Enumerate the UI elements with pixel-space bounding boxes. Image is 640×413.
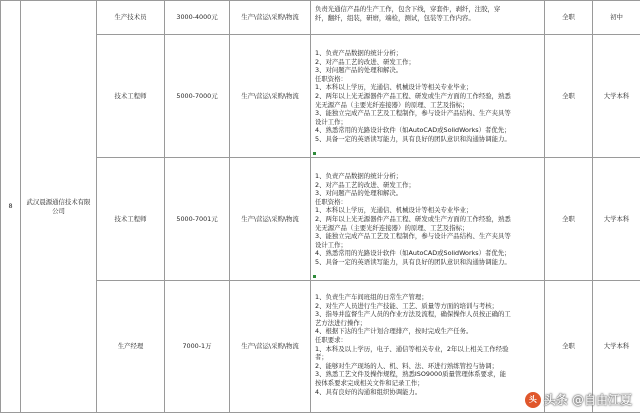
requirement-line: 3、指导并监督生产人员的作业方法及流程，确保操作人员按正确的工 xyxy=(315,310,540,319)
requirement-line: 1、本科以上学历，光通信、机械设计等相关专业毕业； xyxy=(315,83,540,92)
requirement-line: 4、熟悉常用的光路设计软件（如AutoCAD或SolidWorks）者优先； xyxy=(315,249,540,258)
requirement-line: 1、本科及以上学历，电子、通信等相关专业，2年以上相关工作经验 xyxy=(315,345,540,354)
category-cell: 生产\营运\采购\物流 xyxy=(230,1,311,35)
requirement-line: 设计工作； xyxy=(315,118,540,127)
toutiao-logo-icon: 头 xyxy=(525,392,541,408)
watermark xyxy=(525,391,632,408)
requirement-line: 2、两年以上光无源器件产品工程、研发或生产方面的工作经验，熟悉 xyxy=(315,215,540,224)
requirement-line: 5、具备一定的英语读写能力，具有良好的团队意识和沟通协调能力。 xyxy=(315,135,540,144)
category-cell: 生产\营运\采购\物流 xyxy=(230,281,311,413)
requirement-line: 1、本科以上学历，光通信、机械设计等相关专业毕业； xyxy=(315,206,540,215)
requirement-line: 5、具备一定的英语读写能力，具有良好的团队意识和沟通协调能力。 xyxy=(315,258,540,267)
position-cell: 生产技术员 xyxy=(97,1,165,35)
type-cell: 全职 xyxy=(545,281,593,413)
watermark-text: 头条 @自由江夏 xyxy=(544,391,632,408)
requirement-line: 3、能独立完成产品工艺及工程制作，参与设计产品结构、生产夹具等 xyxy=(315,232,540,241)
salary-cell: 7000-1万 xyxy=(165,281,230,413)
requirement-line: 者； xyxy=(315,353,540,362)
position-cell: 技术工程师 xyxy=(97,35,165,158)
requirement-line: 3、能独立完成产品工艺及工程制作，参与设计产品结构、生产夹具等 xyxy=(315,109,540,118)
requirement-line: 3、对问题产品的处理和解决。 xyxy=(315,189,540,198)
cell-marker-icon xyxy=(313,275,316,278)
row-number-cell: 8 xyxy=(1,1,21,413)
requirement-line: 2、对产品工艺的改进、研发工作； xyxy=(315,181,540,190)
position-cell: 技术工程师 xyxy=(97,158,165,281)
requirement-line: 1、负责生产车间班组的日常生产管理； xyxy=(315,293,540,302)
requirement-line: 任职要求： xyxy=(315,336,540,345)
category-cell: 生产\营运\采购\物流 xyxy=(230,158,311,281)
salary-cell: 5000-7001元 xyxy=(165,158,230,281)
requirement-line: 2、两年以上光无源器件产品工程、研发或生产方面的工作经验，熟悉 xyxy=(315,92,540,101)
requirement-line: 4、具有良好的沟通和组织协调能力。 xyxy=(315,388,540,397)
salary-cell: 3000-4000元 xyxy=(165,1,230,35)
requirement-line: 1、负责产品数据的统计分析； xyxy=(315,49,540,58)
type-cell: 全职 xyxy=(545,1,593,35)
education-cell: 大学本科 xyxy=(593,35,640,158)
education-cell: 初中 xyxy=(593,1,640,35)
requirement-line: 负责光通信产品的生产工作，包含下线，穿套件，剥纤，注胶，穿 xyxy=(315,5,540,14)
requirement-line: 纤，翻纤，组装，研磨，端检，测试，包装等工作内容。 xyxy=(315,14,540,23)
salary-cell: 5000-7000元 xyxy=(165,35,230,158)
education-cell: 大学本科 xyxy=(593,281,640,413)
requirement-line: 2、对产品工艺的改进、研发工作； xyxy=(315,58,540,67)
requirement-line: 任职资格： xyxy=(315,198,540,207)
type-cell: 全职 xyxy=(545,158,593,281)
requirement-line: 3、熟悉工艺文件及操作规程，熟悉ISO9000质量管理体系要求，能 xyxy=(315,370,540,379)
company-cell: 武汉晨源通信技术有限公司 xyxy=(21,1,97,413)
requirement-line: 光无源产品（主要光纤连接器）的原理、工艺及指标； xyxy=(315,224,540,233)
requirement-line: 设计工作； xyxy=(315,241,540,250)
table-row xyxy=(1,158,640,281)
requirement-line: 按体系要求完成相关文件和记录工作； xyxy=(315,379,540,388)
education-cell: 大学本科 xyxy=(593,158,640,281)
requirement-line: 光无源产品（主要光纤连接器）的原理、工艺及指标； xyxy=(315,101,540,110)
requirements-cell xyxy=(311,1,545,35)
requirement-line: 4、根据下达的生产计划合理排产，按时完成生产任务。 xyxy=(315,327,540,336)
cell-marker-icon xyxy=(313,152,316,155)
requirements-cell xyxy=(311,35,545,158)
requirement-line: 1、负责产品数据的统计分析； xyxy=(315,172,540,181)
category-cell: 生产\营运\采购\物流 xyxy=(230,35,311,158)
position-cell: 生产经理 xyxy=(97,281,165,413)
requirements-cell xyxy=(311,158,545,281)
requirement-line: 4、熟悉常用的光路设计软件（如AutoCAD或SolidWorks）者优先； xyxy=(315,126,540,135)
requirement-line: 2、能够对生产现场的人、机、料、法、环进行熟练管控与协调； xyxy=(315,362,540,371)
requirements-cell xyxy=(311,281,545,413)
requirement-line: 2、对生产人员进行生产技能、工艺、质量等方面的培训与考核； xyxy=(315,302,540,311)
requirement-line: 3、对问题产品的处理和解决。 xyxy=(315,66,540,75)
requirement-line: 艺方法进行操作； xyxy=(315,319,540,328)
table-row xyxy=(1,35,640,158)
requirement-line: 任职资格： xyxy=(315,75,540,84)
table-row xyxy=(1,1,640,35)
type-cell: 全职 xyxy=(545,35,593,158)
